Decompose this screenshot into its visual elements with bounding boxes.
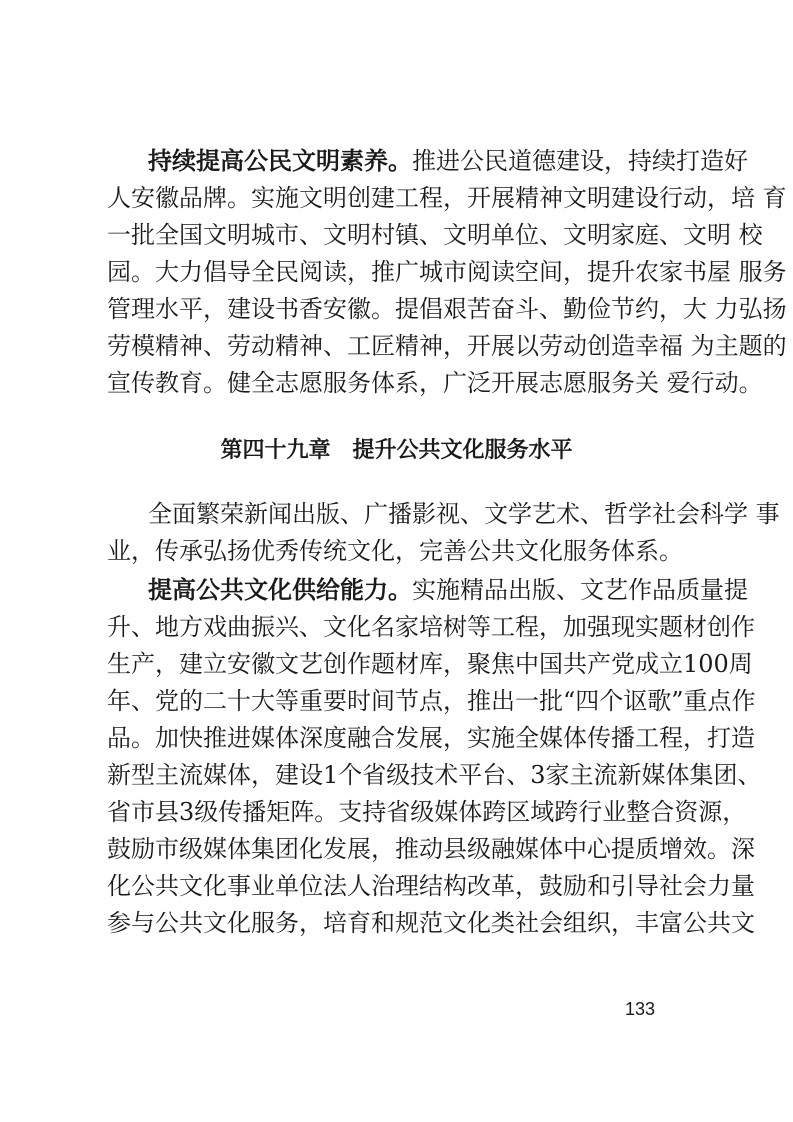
text-line: 园。大力倡导全民阅读，推广城市阅读空间，提升农家书屋 服务	[107, 258, 787, 286]
paragraph-civic-literacy	[107, 143, 787, 402]
text-line: 劳模精神、劳动精神、工匠精神，开展以劳动创造幸福 为主题的	[107, 332, 787, 360]
text-line: 生产，建立安徽文艺创作题材库，聚焦中国共产党成立100周	[107, 650, 753, 678]
text-line: 升、地方戏曲振兴、文化名家培树等工程，加强现实题材创作	[107, 613, 755, 641]
text-line: 持续提高公民文明素养。推进公民道德建设，持续打造好	[148, 147, 748, 175]
chapter-heading: 第四十九章 提升公共文化服务水平	[220, 438, 573, 463]
text-line: 提高公共文化供给能力。实施精品出版、文艺作品质量提	[148, 576, 748, 604]
text-line: 品。加快推进媒体深度融合发展，实施全媒体传播工程，打造	[107, 724, 755, 752]
text-line: 业，传承弘扬优秀传统文化，完善公共文化服务体系。	[107, 537, 683, 565]
text-line: 化公共文化事业单位法人治理结构改革，鼓励和引导社会力量	[107, 872, 755, 900]
text-line: 鼓励市级媒体集团化发展，推动县级融媒体中心提质增效。深	[107, 835, 755, 863]
text-line: 一批全国文明城市、文明村镇、文明单位、文明家庭、文明 校	[107, 221, 763, 249]
text-line: 参与公共文化服务，培育和规范文化类社会组织，丰富公共文	[107, 909, 755, 937]
paragraph-lead: 持续提高公民文明素养。	[148, 147, 412, 175]
paragraph-lead: 提高公共文化供给能力。	[148, 576, 412, 604]
text-line: 省市县3级传播矩阵。支持省级媒体跨区域跨行业整合资源，	[107, 798, 747, 826]
text-line: 新型主流媒体，建设1个省级技术平台、3家主流新媒体集团、	[107, 761, 762, 789]
paragraph-chapter-intro	[107, 496, 780, 570]
text-line: 宣传教育。健全志愿服务体系，广泛开展志愿服务关 爱行动。	[107, 369, 763, 397]
text-line: 人安徽品牌。实施文明创建工程，开展精神文明建设行动，培 育	[107, 184, 787, 212]
paragraph-public-culture-supply	[107, 572, 762, 942]
text-line: 全面繁荣新闻出版、广播影视、文学艺术、哲学社会科学 事	[148, 500, 780, 528]
text-line: 年、党的二十大等重要时间节点，推出一批“四个讴歌”重点作	[107, 687, 756, 715]
text-line: 管理水平，建设书香安徽。提倡艰苦奋斗、勤俭节约，大 力弘扬	[107, 295, 787, 323]
page-number: 133	[625, 999, 656, 1019]
